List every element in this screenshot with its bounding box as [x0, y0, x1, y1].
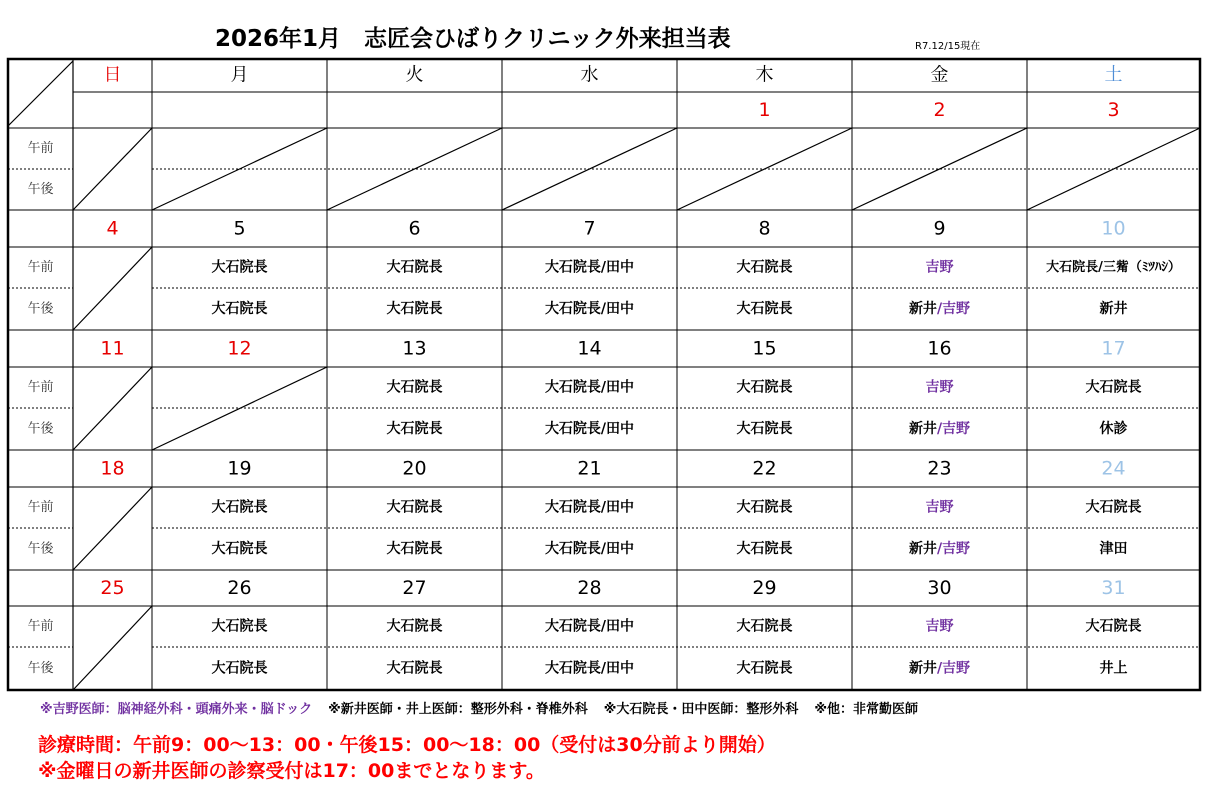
- date-number: 21: [577, 457, 602, 480]
- date-number: 1: [758, 99, 771, 121]
- date-number: 7: [583, 217, 596, 240]
- note-others: ※他：非常勤医師: [814, 702, 919, 717]
- pm-label: 午後: [27, 182, 54, 197]
- date-number: 20: [402, 457, 427, 480]
- weekday-header: 木: [755, 64, 774, 86]
- doctor-cell: 大石院長/田中: [544, 379, 635, 396]
- doctor-cell: 大石院長: [211, 541, 268, 557]
- date-number: 25: [100, 577, 125, 599]
- date-number: 13: [402, 337, 427, 360]
- closed-diagonal: [73, 487, 152, 570]
- doctor-cell: 大石院長: [386, 541, 443, 557]
- doctor-cell: 新井: [1099, 301, 1128, 317]
- doctor-cell: 井上: [1099, 660, 1128, 677]
- date-number: 11: [100, 337, 125, 360]
- date-number: 4: [106, 217, 119, 240]
- weekday-header: 水: [580, 64, 599, 86]
- date-number: 31: [1101, 577, 1126, 599]
- doctor-cell: 津田: [1099, 541, 1128, 557]
- doctor-cell: 大石院長: [736, 379, 793, 396]
- date-number: 18: [100, 457, 125, 480]
- friday-note: ※金曜日の新井医師の診察受付は17：00までとなります。: [38, 760, 545, 782]
- doctor-cell: 大石院長/田中: [544, 259, 635, 276]
- date-number: 23: [927, 457, 952, 480]
- page-title: 2026年1月 志匠会ひばりクリニック外来担当表: [215, 26, 731, 52]
- as-of-date: R7.12/15現在: [915, 41, 981, 52]
- doctor-cell: 大石院長: [736, 660, 793, 677]
- doctor-cell: 吉野: [925, 499, 954, 516]
- date-number: 24: [1101, 457, 1126, 480]
- doctor-cell: 新井/吉野: [908, 660, 971, 677]
- date-number: 17: [1101, 337, 1126, 360]
- date-number: 15: [752, 337, 777, 360]
- weekday-header: 火: [405, 64, 424, 86]
- doctor-cell: 大石院長: [386, 421, 443, 437]
- doctor-cell: 大石院長: [736, 499, 793, 516]
- doctor-cell: 大石院長: [386, 499, 443, 516]
- doctor-cell: 大石院長/田中: [544, 541, 635, 557]
- closed-diagonal: [73, 247, 152, 330]
- doctor-cell: 大石院長: [386, 660, 443, 677]
- date-number: 27: [402, 577, 427, 599]
- am-label: 午前: [27, 380, 54, 395]
- doctor-cell: 大石院長: [386, 259, 443, 276]
- doctor-cell: 吉野: [925, 379, 954, 396]
- doctor-cell: 大石院長: [386, 379, 443, 396]
- date-number: 30: [927, 577, 952, 599]
- date-number: 3: [1107, 99, 1120, 121]
- am-label: 午前: [27, 619, 54, 634]
- doctor-cell: 大石院長: [386, 618, 443, 635]
- corner-diagonal: [8, 61, 73, 126]
- date-number: 19: [227, 457, 252, 480]
- note-yoshino: ※吉野医師：脳神経外科・頭痛外来・脳ドック: [40, 702, 313, 717]
- doctor-cell: 新井/吉野: [908, 301, 971, 317]
- weekday-header: 金: [930, 64, 949, 86]
- doctor-cell: 大石院長: [211, 618, 268, 635]
- weekday-header: 日: [103, 64, 122, 86]
- doctor-cell: 大石院長: [736, 259, 793, 276]
- doctor-cell: 大石院長: [1085, 499, 1142, 516]
- date-number: 16: [927, 337, 952, 360]
- closed-diagonal: [73, 367, 152, 450]
- consultation-hours: 診療時間：午前9：00～13：00・午後15：00～18：00（受付は30分前より開始）: [38, 734, 776, 756]
- doctor-cell: 大石院長: [211, 499, 268, 516]
- doctor-cell: 大石院長/田中: [544, 660, 635, 677]
- doctor-cell: 大石院長/三觜（ﾐﾂﾊｼ）: [1046, 260, 1181, 275]
- date-number: 2: [933, 99, 946, 121]
- weekday-header: 土: [1104, 64, 1123, 86]
- pm-label: 午後: [27, 421, 54, 437]
- doctor-cell: 新井/吉野: [908, 421, 971, 437]
- date-number: 14: [577, 337, 602, 360]
- doctor-cell: 大石院長: [386, 301, 443, 317]
- doctor-cell: 大石院長/田中: [544, 618, 635, 635]
- doctor-cell: 大石院長: [211, 301, 268, 317]
- doctor-cell: 吉野: [925, 618, 954, 635]
- closed-diagonal: [73, 606, 152, 690]
- doctor-cell: 大石院長: [211, 259, 268, 276]
- date-number: 26: [227, 577, 252, 599]
- doctor-cell: 大石院長/田中: [544, 421, 635, 437]
- doctor-cell: 休診: [1099, 421, 1128, 437]
- date-number: 29: [752, 577, 777, 599]
- doctor-cell: 大石院長/田中: [544, 301, 635, 317]
- doctor-cell: 大石院長: [736, 541, 793, 557]
- date-number: 22: [752, 457, 777, 480]
- date-number: 28: [577, 577, 602, 599]
- doctor-cell: 大石院長: [211, 660, 268, 677]
- doctor-cell: 新井/吉野: [908, 541, 971, 557]
- date-number: 12: [227, 337, 252, 360]
- am-label: 午前: [27, 260, 54, 275]
- note-oishi-tanaka: ※大石院長・田中医師：整形外科: [603, 702, 799, 717]
- doctor-cell: 大石院長: [1085, 618, 1142, 635]
- date-number: 9: [933, 217, 946, 240]
- am-label: 午前: [27, 141, 54, 156]
- note-arai-inoue: ※新井医師・井上医師：整形外科・脊椎外科: [328, 702, 588, 717]
- pm-label: 午後: [27, 541, 54, 557]
- doctor-cell: 大石院長: [1085, 379, 1142, 396]
- date-number: 10: [1101, 217, 1126, 240]
- doctor-cell: 大石院長: [736, 421, 793, 437]
- doctor-specialty-notes: [40, 698, 918, 717]
- table-border: [8, 59, 1200, 690]
- doctor-cell: 大石院長: [736, 618, 793, 635]
- closed-diagonal: [73, 128, 152, 210]
- date-number: 5: [233, 217, 246, 240]
- doctor-cell: 大石院長: [736, 301, 793, 317]
- date-number: 6: [408, 217, 421, 240]
- doctor-cell: 吉野: [925, 259, 954, 276]
- pm-label: 午後: [27, 661, 54, 676]
- doctor-cell: 大石院長/田中: [544, 499, 635, 516]
- date-number: 8: [758, 217, 771, 240]
- weekday-header: 月: [230, 64, 249, 86]
- pm-label: 午後: [27, 301, 54, 317]
- am-label: 午前: [27, 500, 54, 515]
